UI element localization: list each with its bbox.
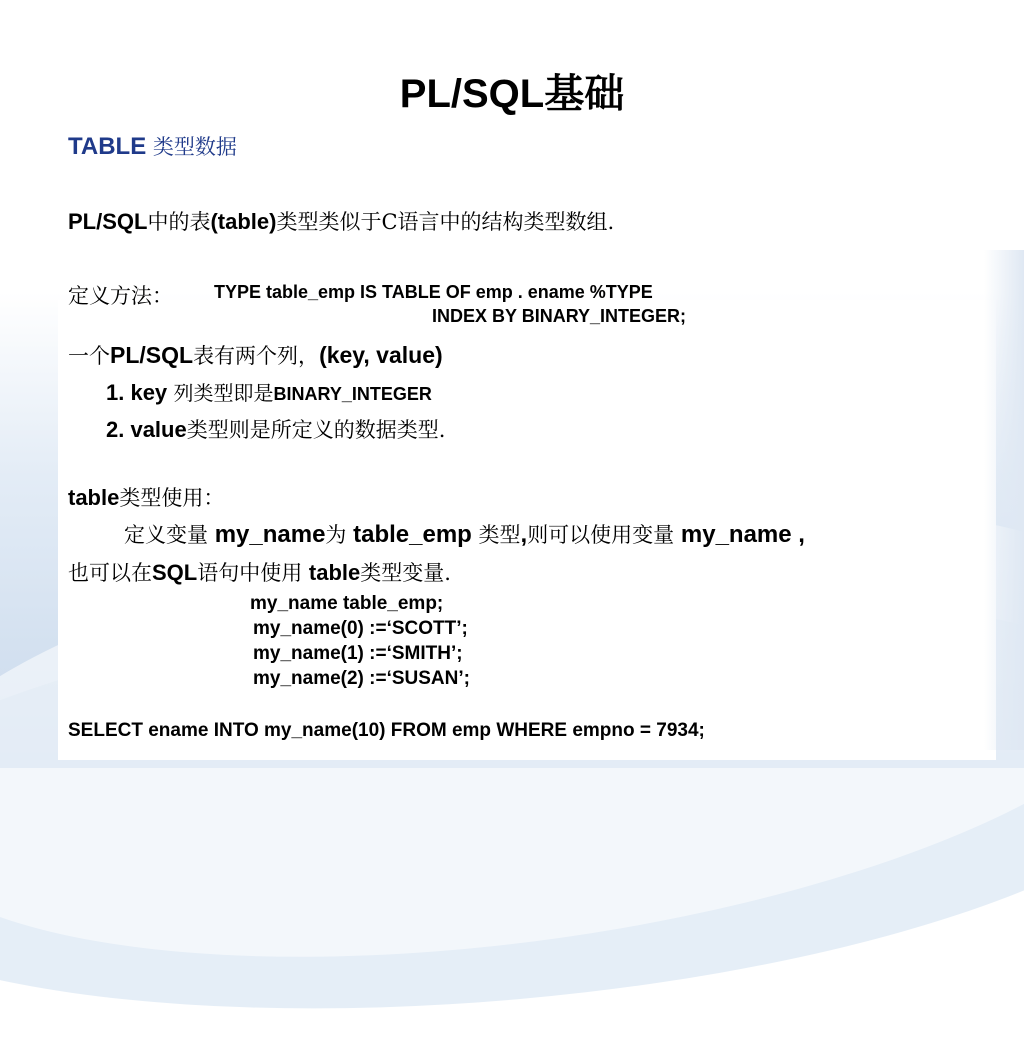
value-item [106, 414, 445, 444]
intro-part: 中的表 [147, 210, 211, 234]
usage-part: 定义变量 [124, 523, 215, 547]
usage-description-line [68, 557, 451, 587]
code-line: my_name table_emp; [250, 593, 444, 614]
usage-part: 则可以使用变量 [527, 523, 681, 547]
usage-part: 也可以在 [68, 561, 152, 585]
columns-line [68, 340, 443, 370]
key-item [106, 377, 432, 406]
usage-part: my_name [214, 521, 326, 548]
definition-label: 定义方法： [68, 284, 173, 308]
value-item-part: 2. value [106, 417, 187, 442]
code-line: my_name(2) :=‘SUSAN’; [253, 668, 470, 689]
usage-part: 为 [325, 523, 354, 547]
usage-part: 语句中使用 [197, 561, 309, 585]
definition-code-line: INDEX BY BINARY_INTEGER; [432, 306, 687, 326]
section-heading-en: TABLE [68, 133, 147, 160]
intro-part: 类型类似于C语言中的结构类型数组. [276, 210, 615, 234]
usage-label-part: 类型使用： [119, 486, 225, 510]
code-line: my_name(1) :=‘SMITH’; [253, 643, 463, 664]
key-item-part: 列类型即是 [167, 381, 274, 405]
columns-part: (key, value) [319, 342, 443, 368]
usage-part: , [520, 521, 528, 548]
usage-part: SQL [152, 560, 198, 585]
section-heading [68, 131, 237, 161]
columns-part: PL/SQL [110, 342, 194, 368]
select-statement: SELECT ename INTO my_name(10) FROM emp WHERE empno = 7934; [68, 720, 705, 741]
slide-title: PL/SQL基础 [399, 72, 625, 116]
usage-part: 类型变量. [360, 561, 451, 585]
section-heading-cn: 类型数据 [146, 135, 237, 159]
usage-part: table_emp [353, 521, 472, 548]
columns-part: 一个 [68, 344, 110, 368]
usage-part: 类型 [471, 523, 521, 547]
code-line: my_name(0) :=‘SCOTT’; [253, 618, 468, 639]
key-item-part: BINARY_INTEGER [273, 384, 432, 404]
usage-description-line [124, 519, 805, 549]
value-item-part: 类型则是所定义的数据类型. [186, 418, 446, 442]
intro-line [68, 206, 614, 236]
definition-code-line: TYPE table_emp IS TABLE OF emp . ename %TYPE [214, 282, 653, 302]
intro-part: PL/SQL [68, 209, 148, 234]
usage-part: my_name , [680, 521, 805, 548]
usage-label-part: table [68, 485, 120, 510]
usage-label [68, 482, 224, 512]
key-item-part: 1. key [106, 380, 168, 405]
usage-part: table [308, 560, 361, 585]
intro-part: (table) [210, 209, 277, 234]
columns-part: 表有两个列， [193, 344, 320, 368]
